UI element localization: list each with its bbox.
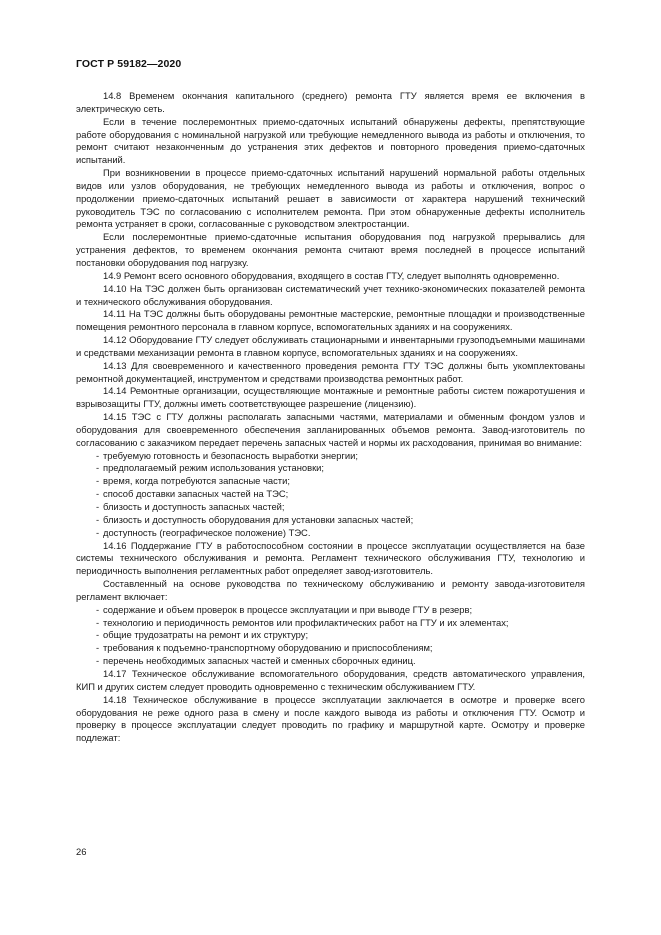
- list-item-text: требования к подъемно-транспортному оборудованию и приспособлениям;: [103, 642, 433, 654]
- dash-marker: -: [96, 655, 100, 667]
- list-item: [76, 501, 585, 514]
- dash-marker: -: [96, 462, 100, 474]
- bullet-list: [76, 450, 585, 540]
- list-item: [76, 462, 585, 475]
- list-item-text: доступность (географическое положение) ТЭС.: [103, 526, 311, 538]
- page-number: 26: [76, 846, 87, 857]
- list-item: [76, 642, 585, 655]
- list-item-text: общие трудозатраты на ремонт и их структуру;: [103, 629, 309, 641]
- list-item: [76, 488, 585, 501]
- paragraph: 14.13 Для своевременного и качественного проведения ремонта ГТУ ТЭС должны быть укомплектованы ремонтной документацией, инструментом и средствами производства ремонтных работ.: [76, 359, 585, 384]
- list-item-text: предполагаемый режим использования установки;: [103, 462, 325, 474]
- paragraph: 14.12 Оборудование ГТУ следует обслуживать стационарными и инвентарными грузоподъемными машинами и средствами механизации ремонта в главном корпусе, вспомогательных зданиях и на сооружениях.: [76, 334, 585, 358]
- dash-marker: -: [96, 603, 100, 615]
- paragraph: Если послеремонтные приемо-сдаточные испытания оборудования под нагрузкой прерывались для устранения дефектов, то временем окончания ремонта считают время последней в процессе испытаний постановки оборудования под нагрузку.: [76, 231, 585, 268]
- paragraph: Составленный на основе руководства по техническому обслуживанию и ремонту завода-изготовителя регламент включает:: [76, 578, 585, 602]
- list-item-text: требуемую готовность и безопасность выработки энергии;: [103, 449, 358, 461]
- list-item: [76, 527, 585, 540]
- list-item: [76, 514, 585, 527]
- document-body: [76, 90, 585, 745]
- list-item-text: время, когда потребуются запасные части;: [103, 475, 290, 487]
- paragraph: 14.17 Техническое обслуживание вспомогательного оборудования, средств автоматического управления, КИП и других систем следует проводить одновременно с техническим обслуживанием ГТУ.: [76, 667, 585, 692]
- list-item-text: способ доставки запасных частей на ТЭС;: [103, 488, 289, 500]
- dash-marker: -: [96, 449, 100, 461]
- dash-marker: -: [96, 513, 100, 525]
- dash-marker: -: [96, 501, 100, 512]
- list-item: [76, 655, 585, 668]
- dash-marker: -: [96, 526, 100, 538]
- dash-marker: -: [96, 642, 100, 654]
- list-item: [76, 450, 585, 463]
- list-item-text: содержание и объем проверок в процессе эксплуатации и при выводе ГТУ в резерв;: [103, 603, 473, 615]
- list-item: [76, 604, 585, 617]
- dash-marker: -: [96, 616, 100, 628]
- dash-marker: -: [96, 629, 100, 641]
- bullet-list: [76, 604, 585, 668]
- list-item-text: близость и доступность оборудования для установки запасных частей;: [103, 513, 414, 525]
- paragraph: 14.15 ТЭС с ГТУ должны располагать запасными частями, материалами и обменным фондом узлов и оборудования для своевременного обеспечения запланированных объемов ремонта. Завод-изготовитель по согласованию с заказчиком передает перечень запасных частей и нормы их расходования, принимая во внимание:: [76, 411, 585, 448]
- list-item: [76, 617, 585, 630]
- standard-header: ГОСТ Р 59182—2020: [76, 58, 182, 70]
- list-item-text: технологию и периодичность ремонтов или профилактических работ на ГТУ и их элементах;: [103, 616, 509, 628]
- paragraph: 14.11 На ТЭС должны быть оборудованы ремонтные мастерские, ремонтные площадки и производственные помещения ремонтного персонала в главном корпусе, вспомогательных зданиях и на сооружениях.: [76, 308, 585, 333]
- paragraph: При возникновении в процессе приемо-сдаточных испытаний нарушений нормальной работы отдельных видов или узлов оборудования, не требующих немедленного вывода из работы и отключения, вопрос о продолжении приемо-сдаточных испытаний решает в зависимости от характера нарушений технический руководитель ТЭС по согласованию с исполнителем ремонта. При этом обнаруженные дефекты исполнитель ремонта устраняет в сроки, согласованные с руководством электростанции.: [76, 167, 585, 230]
- paragraph: 14.14 Ремонтные организации, осуществляющие монтажные и ремонтные работы систем пожаротушения и взрывозащиты ГТУ, должны иметь соответствующее разрешение (лицензию).: [76, 385, 585, 410]
- list-item-text: близость и доступность запасных частей;: [103, 501, 285, 512]
- list-item: [76, 475, 585, 488]
- list-item-text: перечень необходимых запасных частей и сменных сборочных единиц.: [103, 655, 416, 667]
- dash-marker: -: [96, 475, 100, 487]
- paragraph: 14.18 Техническое обслуживание в процессе эксплуатации заключается в осмотре и проверке всего оборудования не реже одного раза в смену и после каждого вывода из работы и отключения ГТУ. Осмотр и проверку в процессе эксплуатации следует проводить по графику и маршрутной карте. Осмотру и проверке подлежат:: [76, 693, 585, 744]
- list-item: [76, 629, 585, 642]
- paragraph: 14.9 Ремонт всего основного оборудования, входящего в состав ГТУ, следует выполнять одновременно.: [103, 269, 560, 281]
- paragraph: 14.16 Поддержание ГТУ в работоспособном состоянии в процессе эксплуатации осуществляется на базе системы технического обслуживания и ремонта. Регламент технического обслуживания ГТУ, технологию и периодичность выполнения регламентных работ определяет завод-изготовитель.: [76, 539, 585, 577]
- paragraph: Если в течение послеремонтных приемо-сдаточных испытаний обнаружены дефекты, препятствующие работе оборудования с номинальной нагрузкой или требующие немедленного вывода из работы и отключения, то ремонт считают незаконченным до устранения этих дефектов и повторного проведения приемо-сдаточных испытаний.: [76, 115, 585, 166]
- dash-marker: -: [96, 488, 100, 500]
- paragraph: 14.10 На ТЭС должен быть организован систематический учет технико-экономических показателей ремонта и технического обслуживания оборудования.: [76, 282, 585, 307]
- paragraph: 14.8 Временем окончания капитального (среднего) ремонта ГТУ является время ее включения в электрическую сеть.: [76, 90, 585, 114]
